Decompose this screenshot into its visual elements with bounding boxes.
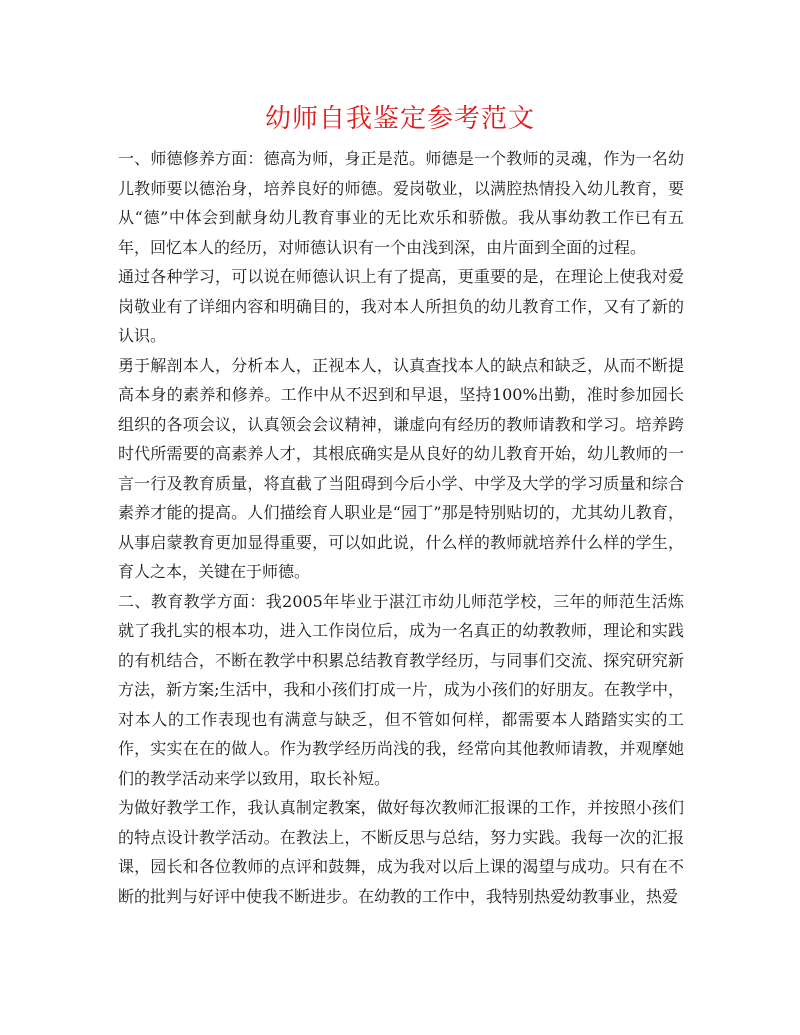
paragraph-self-analysis: 勇于解剖本人，分析本人，正视本人，认真查找本人的缺点和缺乏，从而不断提高本身的素养和修养。工作中从不迟到和早退，坚持100%出勤，准时参加园长组织的各项会议，认真领会会议精神，谦虚向有经历的教师请教和学习。培养跨时代所需要的高素养人才，其根底确实是从良好的幼儿教育开始，幼儿教师的一言一行及教育质量，将直截了当阻碍到今后小学、中学及大学的学习质量和综合素养才能的提高。人们描绘育人职业是“园丁”那是特别贴切的，尤其幼儿教育，从事启蒙教育更加显得重要，可以如此说，什么样的教师就培养什么样的学生，育人之本，关键在于师德。 [118,355,684,581]
paragraph-teaching: 二、教育教学方面：我2005年毕业于湛江市幼儿师范学校，三年的师范生活炼就了我扎实的根本功，进入工作岗位后，成为一名真正的幼教教师，理论和实践的有机结合，不断在教学中积累总结教育教学经历，与同事们交流、探究研究新方法，新方案;生活中，我和小孩们打成一片，成为小孩们的好朋友。在教学中，对本人的工作表现也有满意与缺乏，但不管如何样，都需要本人踏踏实实的工作，实实在在的做人。作为教学经历尚浅的我，经常向其他教师请教，并观摩她们的教学活动来学以致用，取长补短。 [118,591,684,788]
paragraph-teaching-work: 为做好教学工作，我认真制定教案，做好每次教师汇报课的工作，并按照小孩们的特点设计教学活动。在教法上，不断反思与总结，努力实践。我每一次的汇报课，园长和各位教师的点评和鼓舞，成为我对以后上课的渴望与成功。只有在不断的批判与好评中使我不断进步。在幼教的工作中，我特别热爱幼教事业，热爱 [118,798,684,906]
paragraph-learning: 通过各种学习，可以说在师德认识上有了提高，更重要的是，在理论上使我对爱岗敬业有了详细内容和明确目的，我对本人所担负的幼儿教育工作，又有了新的认识。 [118,267,684,345]
document-title: 幼师自我鉴定参考范文 [264,104,535,134]
paragraph-teacher-ethics: 一、师德修养方面：德高为师，身正是范。师德是一个教师的灵魂，作为一名幼儿教师要以德治身，培养良好的师德。爱岗敬业，以满腔热情投入幼儿教育，要从“德”中体会到献身幼儿教育事业的无比欢乐和骄傲。我从事幼教工作已有五年，回忆本人的经历，对师德认识有一个由浅到深，由片面到全面的过程。 [118,149,684,257]
document-body [118,144,684,911]
